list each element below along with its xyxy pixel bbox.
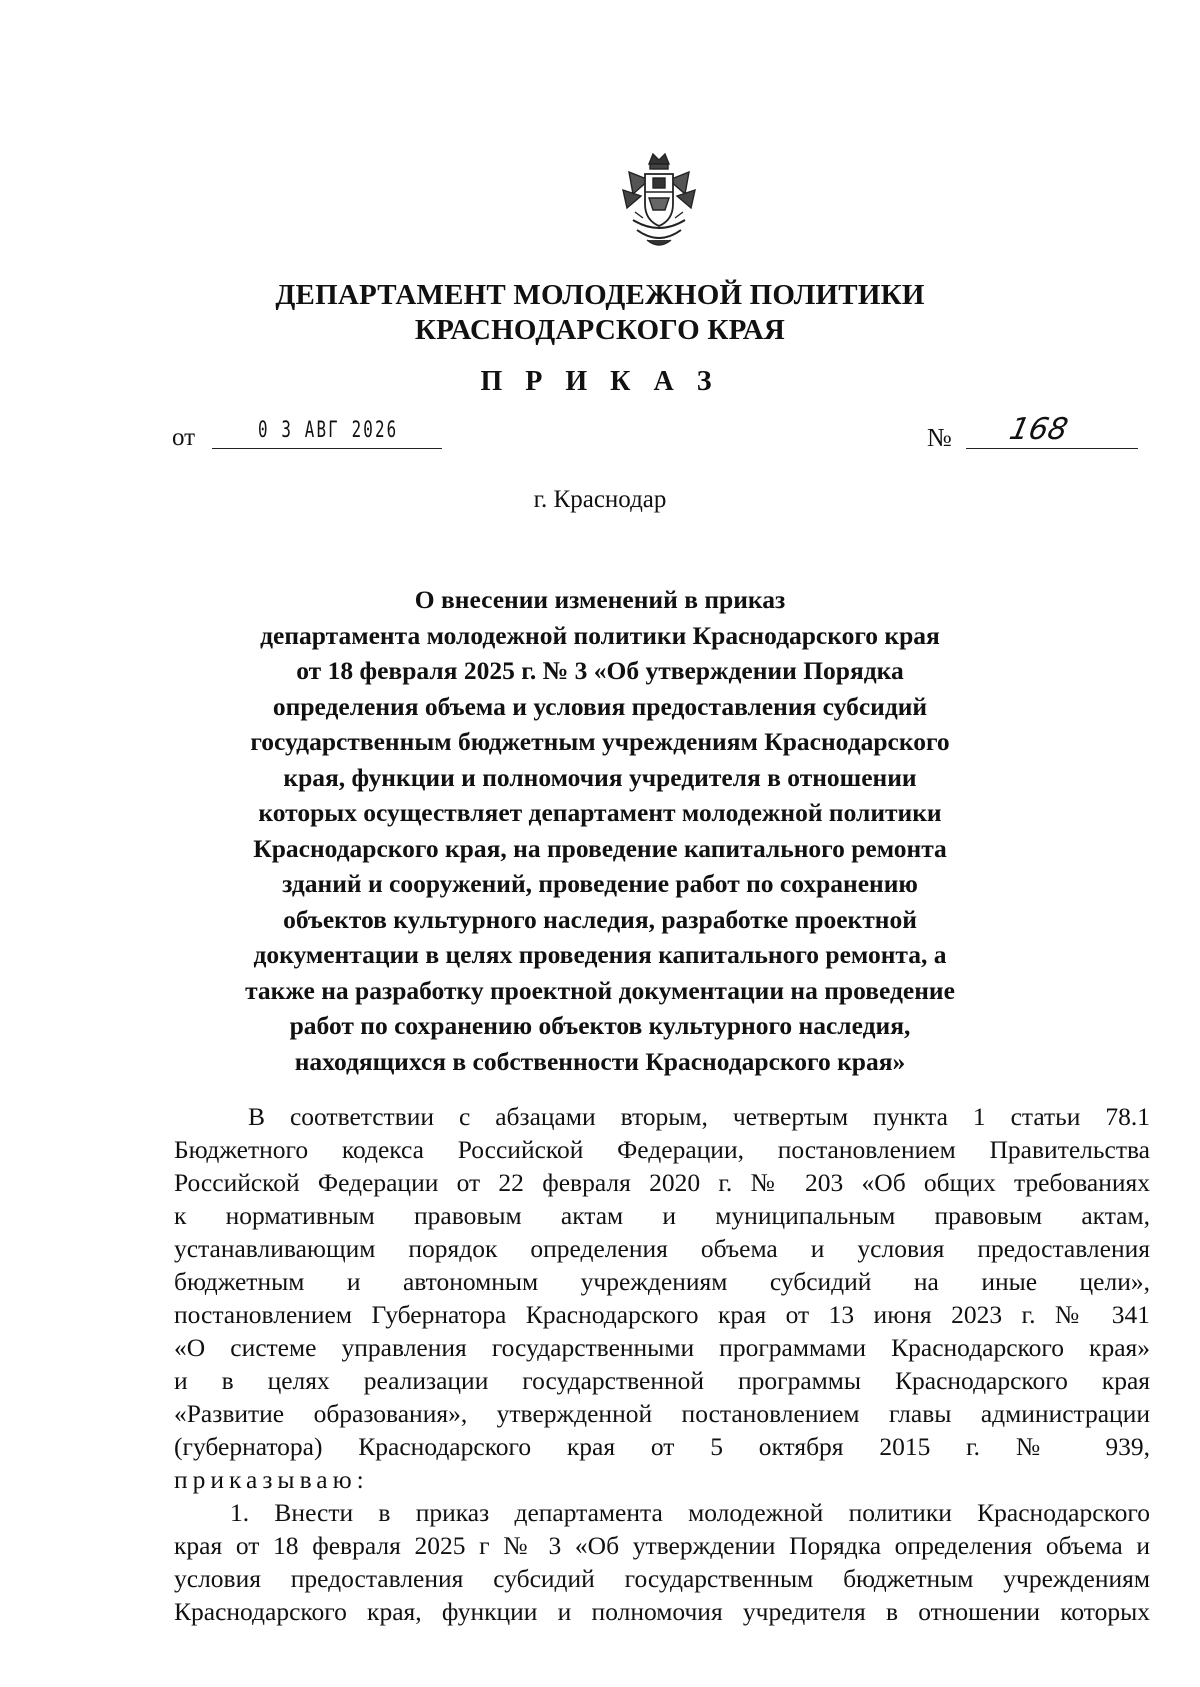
date-label: от (172, 424, 196, 451)
subject-line: О внесении изменений в приказ (414, 585, 786, 614)
order-subject (200, 582, 1000, 1079)
number-label: № (927, 423, 952, 452)
subject-line: государственным бюджетным учреждениям Краснодарского (250, 727, 950, 756)
coat-of-arms-emblem (619, 150, 699, 260)
body-line: «О системе управления государственными программами Краснодарского края» (174, 1333, 1150, 1362)
body-line: и в целях реализации государственной программы Краснодарского края (174, 1366, 1150, 1395)
department-name (0, 278, 1200, 348)
subject-line: Краснодарского края, на проведение капитального ремонта (253, 833, 947, 863)
body-line: 1. Внести в приказ департамента молодежной политики Краснодарского (230, 1498, 1150, 1527)
number-underline (966, 448, 1138, 449)
subject-line: объектов культурного наследия, разработке проектной (283, 904, 917, 934)
subject-line: от 18 февраля 2025 г. № 3 «Об утверждении Порядка (296, 656, 904, 685)
body-line: бюджетным и автономным учреждениям субсидий на иные цели», (174, 1267, 1150, 1296)
city: г. Краснодар (533, 486, 667, 513)
date-number-row (172, 412, 1132, 458)
date-stamp: 0 3 АВГ 2026 (258, 418, 399, 443)
subject-line: работ по сохранению объектов культурного наследия, (289, 1011, 911, 1040)
subject-line: департамента молодежной политики Краснодарского края (260, 620, 940, 650)
department-line-1: ДЕПАРТАМЕНТ МОЛОДЕЖНОЙ ПОЛИТИКИ (275, 279, 925, 311)
subject-line: зданий и сооружений, проведение работ по сохранению (282, 869, 918, 898)
body-line: к нормативным правовым актам и муниципальным правовым актам, (174, 1201, 1150, 1230)
subject-line: также на разработку проектной документации на проведение (245, 975, 955, 1005)
date-underline (212, 448, 442, 449)
order-title: П Р И К А З (480, 366, 720, 397)
subject-line: определения объема и условия предоставления субсидий (272, 691, 928, 721)
order-number-handwritten: 168 (1006, 412, 1071, 447)
subject-line: документации в целях проведения капитального ремонта, а (253, 940, 947, 969)
department-line-2: КРАСНОДАРСКОГО КРАЯ (414, 314, 786, 346)
subject-line: которых осуществляет департамент молодежной политики (258, 798, 942, 827)
body-line: края от 18 февраля 2025 г № 3 «Об утверждении Порядка определения объема и (174, 1531, 1150, 1560)
body-line: устанавливающим порядок определения объема и условия предоставления (174, 1234, 1150, 1263)
order-body (174, 1100, 1150, 1628)
body-line: Российской Федерации от 22 февраля 2020 г. № 203 «Об общих требованиях (174, 1168, 1150, 1197)
body-line: В соответствии с абзацами вторым, четвертым пункта 1 статьи 78.1 (248, 1102, 1150, 1131)
body-line: «Развитие образования», утвержденной постановлением главы администрации (174, 1399, 1150, 1428)
body-line-decree: приказываю: (174, 1465, 369, 1494)
subject-line: края, функции и полномочия учредителя в отношении (283, 762, 917, 792)
body-line: (губернатора) Краснодарского края от 5 октября 2015 г. № 939, (174, 1432, 1150, 1461)
body-line: условия предоставления субсидий государственным бюджетным учреждениям (174, 1564, 1150, 1593)
body-line: Краснодарского края, функции и полномочия учредителя в отношении которых (174, 1597, 1150, 1626)
body-line: постановлением Губернатора Краснодарского края от 13 июня 2023 г. № 341 (174, 1300, 1150, 1329)
subject-line: находящихся в собственности Краснодарского края» (294, 1046, 906, 1076)
body-line: Бюджетного кодекса Российской Федерации, постановлением Правительства (174, 1135, 1150, 1164)
